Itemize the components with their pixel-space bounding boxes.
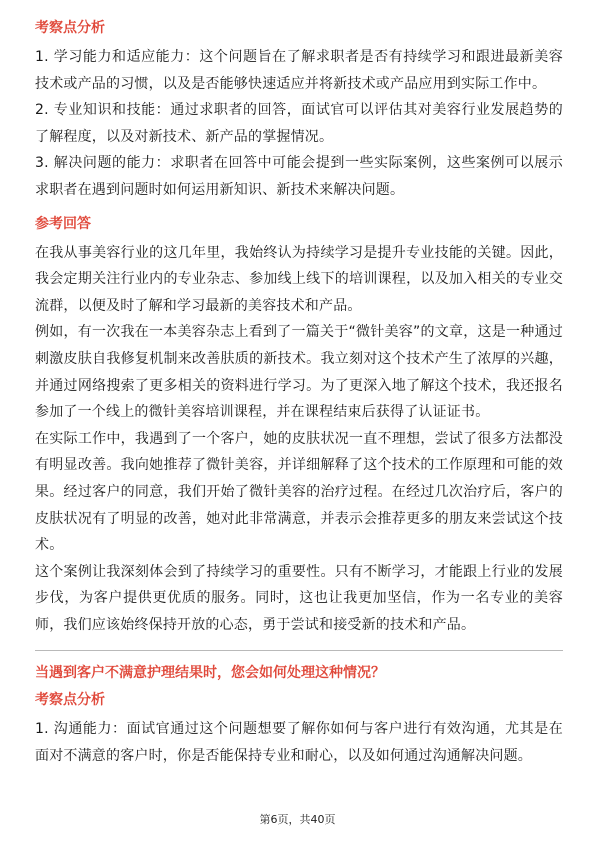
answer-paragraph-3: 在实际工作中，我遇到了一个客户，她的皮肤状况一直不理想，尝试了很多方法都没有明显改善。我向她推荐了微针美容，并详细解释了这个技术的工作原理和可能的效果。经过客户的同意，我们开始了微针美容的治疗过程。在经过几次治疗后，客户的皮肤状况有了明显的改善，她对此非常满意，并表示会推荐更多的朋友来尝试这个技术。 bbox=[35, 430, 563, 554]
answer-paragraph-4: 这个案例让我深刻体会到了持续学习的重要性。只有不断学习，才能跟上行业的发展步伐，为客户提供更优质的服务。同时，这也让我更加坚信，作为一名专业的美容师，我们应该始终保持开放的心态，勇于尝试和接受新的技术和产品。 bbox=[35, 563, 563, 633]
analysis-item-2: 2. 专业知识和技能：通过求职者的回答，面试官可以评估其对美容行业发展趋势的了解程度，以及对新技术、新产品的掌握情况。 bbox=[35, 102, 563, 145]
page-number: 第6页，共40页 bbox=[259, 813, 336, 826]
section-heading-analysis: 考察点分析 bbox=[35, 20, 105, 36]
analysis-item-1: 1. 学习能力和适应能力：这个问题旨在了解求职者是否有持续学习和跟进最新美容技术或产品的习惯，以及是否能够快速适应并将新技术或产品应用到实际工作中。 bbox=[35, 49, 563, 92]
section-divider bbox=[35, 650, 563, 651]
answer-paragraph-1: 在我从事美容行业的这几年里，我始终认为持续学习是提升专业技能的关键。因此，我会定期关注行业内的专业杂志、参加线上线下的培训课程，以及加入相关的专业交流群，以便及时了解和学习最新的美容技术和产品。 bbox=[35, 244, 563, 314]
analysis-item-3: 3. 解决问题的能力：求职者在回答中可能会提到一些实际案例，这些案例可以展示求职者在遇到问题时如何运用新知识、新技术来解决问题。 bbox=[35, 155, 563, 198]
section-heading-reference-answer: 参考回答 bbox=[35, 215, 91, 232]
answer-paragraph-2: 例如，有一次我在一本美容杂志上看到了一篇关于“微针美容”的文章，这是一种通过刺激皮肤自我修复机制来改善肤质的新技术。我立刻对这个技术产生了浓厚的兴趣，并通过网络搜索了更多相关的资料进行学习。为了更深入地了解这个技术，我还报名参加了一个线上的微针美容培训课程，并在课程结束后获得了认证证书。 bbox=[35, 324, 563, 421]
analysis-item-q2-1: 1. 沟通能力：面试官通过这个问题想要了解你如何与客户进行有效沟通，尤其是在面对不满意的客户时，你是否能保持专业和耐心，以及如何通过沟通解决问题。 bbox=[35, 721, 563, 765]
page-content bbox=[35, 18, 563, 770]
question-title: 当遇到客户不满意护理结果时，您会如何处理这种情况？ bbox=[35, 665, 385, 682]
section-heading-analysis-2: 考察点分析 bbox=[35, 692, 105, 709]
